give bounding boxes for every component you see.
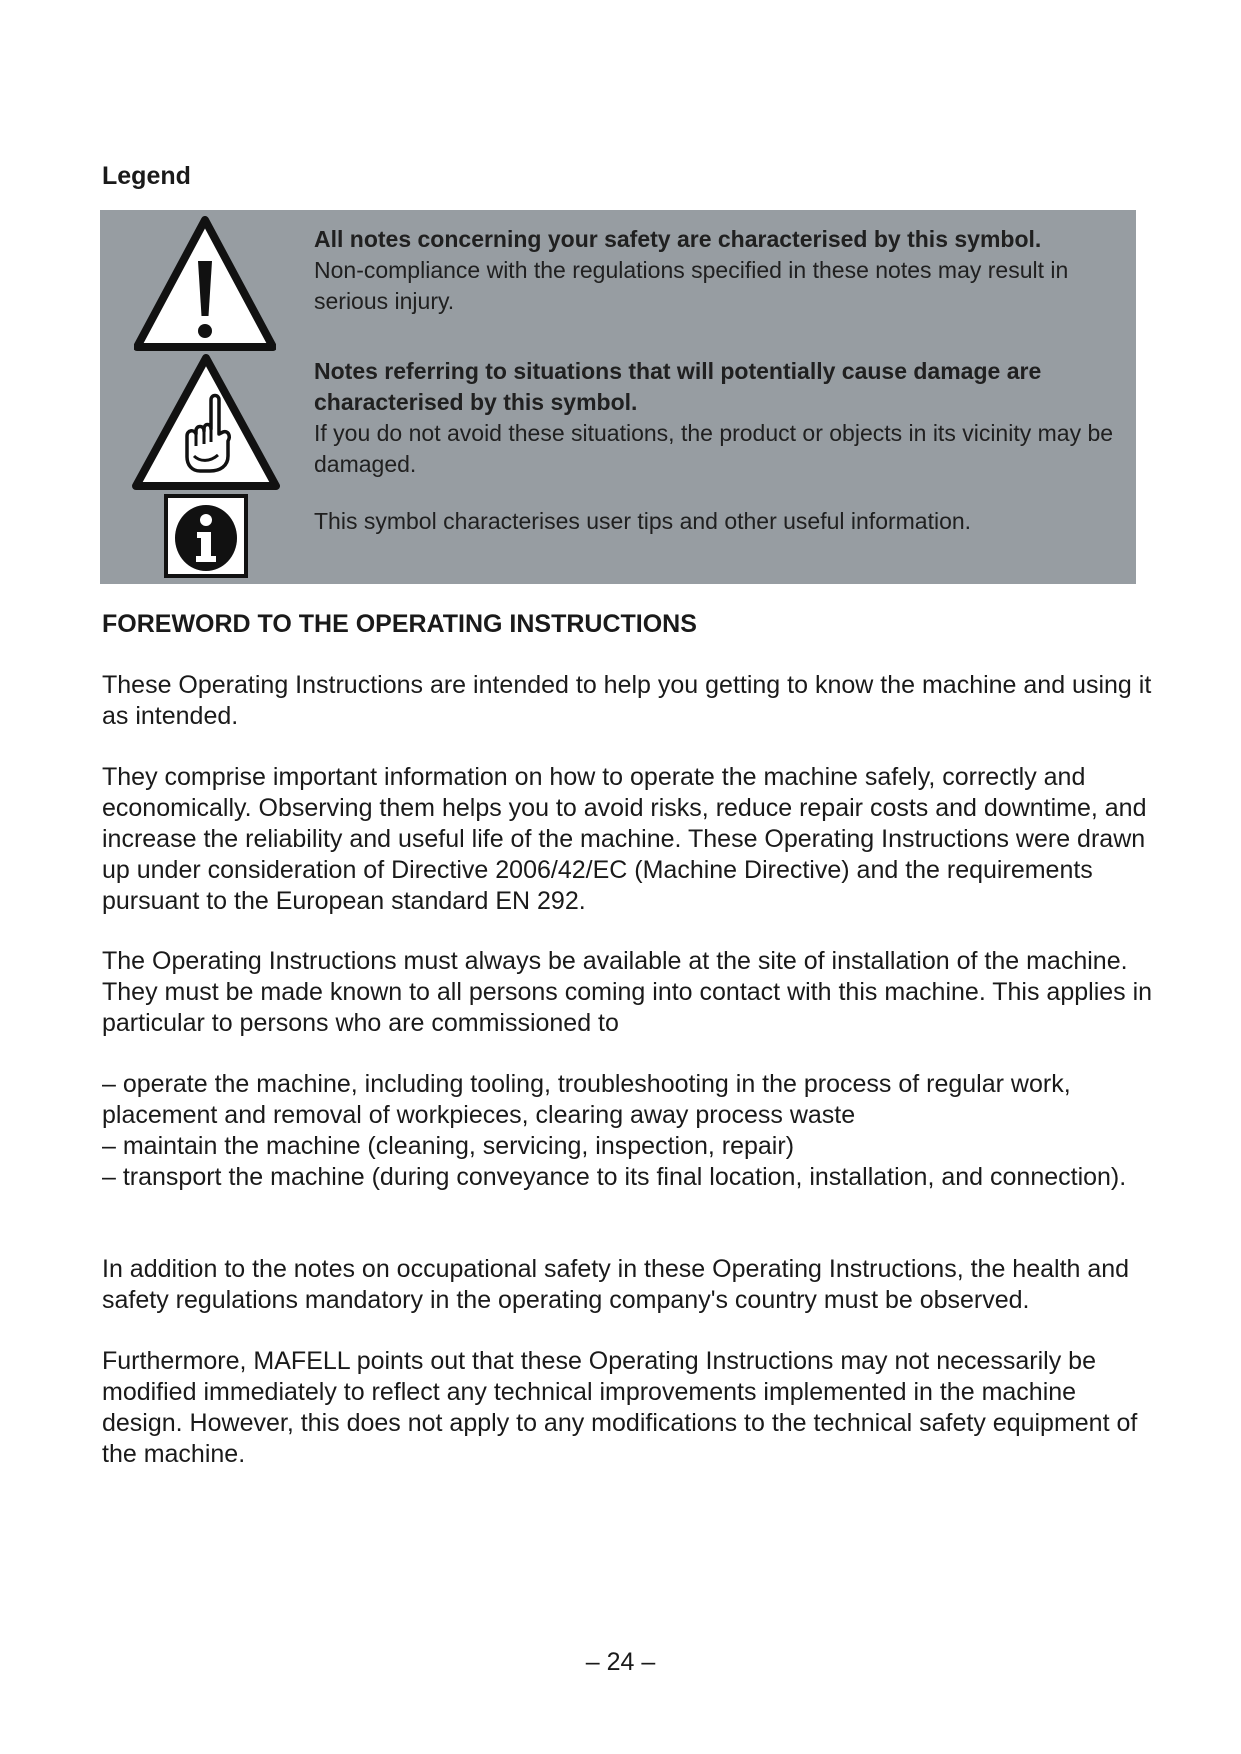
- foreword-paragraph: The Operating Instructions must always be available at the site of installation of the machine. They must be made known to all persons coming into contact with this machine. This applies in particular to persons who are commissioned to: [102, 947, 1153, 1037]
- foreword-paragraph: Furthermore, MAFELL points out that these Operating Instructions may not necessarily be modified immediately to reflect any technical improvements implemented in the machine design. However, this does not apply to any modifications to the technical safety equipment of the machine.: [102, 1347, 1138, 1468]
- legend-item-text: This symbol characterises user tips and other useful information.: [314, 508, 972, 534]
- caution-hand-icon: [132, 352, 280, 492]
- legend-item-heading: All notes concerning your safety are characterised by this symbol.: [314, 226, 1042, 252]
- foreword-paragraph: They comprise important information on how to operate the machine safely, correctly and economically. Observing them helps you to avoid risks, reduce repair costs and downtime, and increase the reliability and useful life of the machine. These Operating Instructions were drawn up under consideration of Directive 2006/42/EC (Machine Directive) and the requirements pursuant to the European standard EN 292.: [102, 763, 1147, 915]
- list-item: – maintain the machine (cleaning, servicing, inspection, repair): [102, 1132, 795, 1160]
- list-item: – transport the machine (during conveyance to its final location, installation, and connection).: [102, 1163, 1127, 1191]
- legend-item-text: Non-compliance with the regulations specified in these notes may result in serious injury.: [314, 257, 1069, 314]
- legend-item-damage: [314, 356, 1114, 480]
- duties-list: [102, 1069, 1162, 1193]
- legend-item-safety: [314, 224, 1114, 317]
- page-number: – 24 –: [585, 1648, 656, 1676]
- legend-heading: Legend: [102, 162, 191, 190]
- foreword-heading: FOREWORD TO THE OPERATING INSTRUCTIONS: [102, 610, 697, 638]
- info-icon: [164, 494, 248, 578]
- legend-item-text: If you do not avoid these situations, the product or objects in its vicinity may be damaged.: [314, 420, 1114, 477]
- foreword-paragraph: In addition to the notes on occupational safety in these Operating Instructions, the health and safety regulations mandatory in the operating company's country must be observed.: [102, 1255, 1130, 1314]
- list-item: – operate the machine, including tooling, troubleshooting in the process of regular work, placement and removal of workpieces, clearing away process waste: [102, 1070, 1071, 1129]
- legend-item-info: [314, 506, 1114, 537]
- legend-item-heading: Notes referring to situations that will potentially cause damage are characterised by this symbol.: [314, 358, 1042, 415]
- warning-triangle-icon: [134, 216, 276, 352]
- legend-box: [100, 210, 1136, 584]
- foreword-paragraph: These Operating Instructions are intended to help you getting to know the machine and using it as intended.: [102, 671, 1152, 730]
